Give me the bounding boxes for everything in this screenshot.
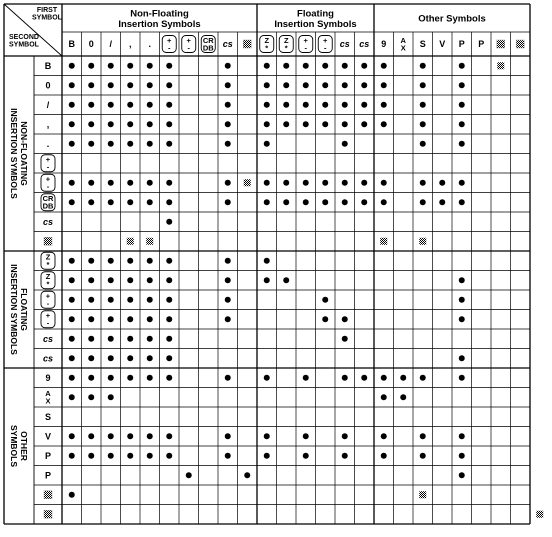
- dot-mark: [225, 433, 231, 439]
- dot-mark: [459, 141, 465, 147]
- row-header-symbol-line: cs: [42, 333, 54, 344]
- dot-mark: [127, 258, 133, 264]
- dot-mark: [342, 336, 348, 342]
- dot-mark: [127, 121, 133, 127]
- dot-mark: [459, 433, 465, 439]
- dot-mark: [147, 277, 153, 283]
- row-header-symbol-line: ,: [46, 119, 50, 130]
- dot-mark: [127, 277, 133, 283]
- dot-mark: [108, 453, 114, 459]
- row-header-symbol-line: 0: [45, 80, 51, 91]
- column-header-symbol-line: +: [323, 35, 328, 45]
- dot-mark: [88, 102, 94, 108]
- dot-mark: [108, 63, 114, 69]
- dot-mark: [127, 180, 133, 186]
- dot-mark: [127, 82, 133, 88]
- dot-mark: [381, 394, 387, 400]
- dot-mark: [127, 297, 133, 303]
- dot-mark: [342, 180, 348, 186]
- dot-mark: [166, 258, 172, 264]
- dot-mark: [225, 121, 231, 127]
- dot-mark: [166, 199, 172, 205]
- dot-mark: [420, 102, 426, 108]
- dot-mark: [322, 180, 328, 186]
- dot-mark: [166, 297, 172, 303]
- row-group-label: SYMBOLS: [9, 424, 19, 468]
- dot-mark: [303, 199, 309, 205]
- dot-mark: [166, 121, 172, 127]
- column-header-shaded-symbol: [243, 40, 251, 48]
- dot-mark: [147, 336, 153, 342]
- dot-mark: [225, 82, 231, 88]
- dot-mark: [420, 180, 426, 186]
- row-header-shaded-symbol: [44, 491, 52, 499]
- dot-mark: [342, 102, 348, 108]
- column-header-symbol-line: cs: [222, 39, 233, 49]
- dot-mark: [459, 102, 465, 108]
- dot-mark: [361, 63, 367, 69]
- dot-mark: [127, 316, 133, 322]
- dot-mark: [166, 375, 172, 381]
- dot-mark: [342, 121, 348, 127]
- dot-mark: [342, 82, 348, 88]
- dot-mark: [322, 121, 328, 127]
- dot-mark: [147, 355, 153, 361]
- dot-mark: [108, 277, 114, 283]
- row-header-symbol-line: .: [46, 138, 50, 149]
- dot-mark: [108, 82, 114, 88]
- row-header-symbol-line: +: [45, 311, 51, 320]
- row-header-symbol-line: +: [45, 291, 51, 301]
- dot-mark: [69, 180, 75, 186]
- dot-mark: [303, 453, 309, 459]
- column-header-symbol-line: V: [439, 39, 446, 49]
- dot-mark: [225, 199, 231, 205]
- dot-mark: [147, 316, 153, 322]
- column-header-symbol-line: Z: [283, 35, 289, 45]
- column-header-symbol-line: P: [458, 39, 465, 49]
- dot-mark: [166, 316, 172, 322]
- dot-mark: [439, 199, 445, 205]
- dot-mark: [127, 433, 133, 439]
- dot-mark: [166, 63, 172, 69]
- second-symbol-label-line: SECOND: [9, 33, 39, 41]
- dot-mark: [225, 316, 231, 322]
- column-header-symbol-line: ,: [128, 39, 132, 49]
- row-header-symbol-line: P: [44, 470, 52, 481]
- dot-mark: [147, 121, 153, 127]
- row-group-label: OTHER: [19, 431, 29, 461]
- dot-mark: [342, 199, 348, 205]
- dot-mark: [69, 355, 75, 361]
- dot-mark: [303, 180, 309, 186]
- dot-mark: [108, 199, 114, 205]
- shaded-mark: [244, 179, 251, 186]
- dot-mark: [420, 199, 426, 205]
- dot-mark: [166, 336, 172, 342]
- dot-mark: [88, 82, 94, 88]
- dot-mark: [225, 180, 231, 186]
- dot-mark: [166, 453, 172, 459]
- dot-mark: [361, 102, 367, 108]
- column-header-symbol-line: DB: [202, 43, 214, 53]
- dot-mark: [127, 453, 133, 459]
- dot-mark: [88, 433, 94, 439]
- column-header-symbol-line: -: [324, 43, 327, 53]
- dot-mark: [420, 141, 426, 147]
- dot-mark: [88, 277, 94, 283]
- dot-mark: [166, 82, 172, 88]
- dot-mark: [69, 82, 75, 88]
- dot-mark: [108, 297, 114, 303]
- row-header-symbol-line: S: [44, 411, 52, 422]
- dot-mark: [88, 180, 94, 186]
- dot-mark: [264, 180, 270, 186]
- row-header-symbol-line: Z: [45, 252, 51, 262]
- dot-mark: [264, 277, 270, 283]
- column-header-symbol-line: CR: [202, 35, 214, 45]
- dot-mark: [322, 102, 328, 108]
- column-header-shaded-symbol: [497, 40, 505, 48]
- dot-mark: [303, 82, 309, 88]
- dot-mark: [420, 375, 426, 381]
- dot-mark: [420, 433, 426, 439]
- dot-mark: [381, 63, 387, 69]
- dot-mark: [400, 375, 406, 381]
- row-header-shaded-symbol: [44, 510, 52, 518]
- row-header-symbol-line: -: [46, 182, 50, 191]
- dot-mark: [108, 394, 114, 400]
- dot-mark: [166, 141, 172, 147]
- dot-mark: [459, 82, 465, 88]
- column-group-label-line: Insertion Symbols: [274, 18, 357, 30]
- dot-mark: [459, 375, 465, 381]
- dot-mark: [69, 297, 75, 303]
- dot-mark: [322, 82, 328, 88]
- dot-mark: [147, 180, 153, 186]
- dot-mark: [147, 433, 153, 439]
- dot-mark: [381, 82, 387, 88]
- column-header-symbol-line: +: [167, 35, 172, 45]
- dot-mark: [303, 375, 309, 381]
- column-group-label-line: Floating: [297, 8, 334, 20]
- dot-mark: [264, 199, 270, 205]
- dot-mark: [69, 316, 75, 322]
- shaded-mark: [536, 511, 543, 518]
- dot-mark: [88, 394, 94, 400]
- dot-mark: [381, 433, 387, 439]
- dot-mark: [322, 63, 328, 69]
- dot-mark: [342, 63, 348, 69]
- dot-mark: [147, 258, 153, 264]
- first-symbol-label-line: SYMBOL: [32, 14, 62, 22]
- row-group-label: NON-FLOATING: [19, 121, 29, 186]
- dot-mark: [342, 433, 348, 439]
- first-symbol-label-line: FIRST: [36, 6, 58, 14]
- dot-mark: [225, 453, 231, 459]
- dot-mark: [420, 82, 426, 88]
- dot-mark: [88, 199, 94, 205]
- column-header-symbol-line: S: [419, 39, 426, 49]
- dot-mark: [147, 63, 153, 69]
- dot-mark: [166, 277, 172, 283]
- dot-mark: [127, 63, 133, 69]
- dot-mark: [459, 277, 465, 283]
- dot-mark: [69, 336, 75, 342]
- dot-mark: [88, 453, 94, 459]
- dot-mark: [108, 375, 114, 381]
- dot-mark: [69, 199, 75, 205]
- dot-mark: [303, 102, 309, 108]
- row-header-symbol-line: +: [45, 174, 51, 184]
- dot-mark: [459, 355, 465, 361]
- dot-mark: [225, 102, 231, 108]
- dot-mark: [127, 375, 133, 381]
- column-header-symbol-line: *: [284, 43, 288, 53]
- dot-mark: [108, 316, 114, 322]
- column-header-symbol-line: *: [265, 43, 269, 53]
- row-group-label: INSERTION SYMBOLS: [9, 264, 19, 355]
- column-header-symbol-line: B: [68, 39, 75, 49]
- dot-mark: [127, 355, 133, 361]
- dot-mark: [108, 433, 114, 439]
- dot-mark: [147, 82, 153, 88]
- dot-mark: [88, 121, 94, 127]
- dot-mark: [69, 63, 75, 69]
- second-symbol-label-line: SYMBOL: [9, 41, 39, 49]
- row-header-symbol-line: -: [46, 299, 50, 308]
- dot-mark: [127, 102, 133, 108]
- row-header-symbol-line: DB: [42, 201, 54, 211]
- dot-mark: [88, 336, 94, 342]
- column-group-label-line: Other Symbols: [418, 13, 486, 25]
- dot-mark: [225, 141, 231, 147]
- dot-mark: [108, 355, 114, 361]
- dot-mark: [303, 63, 309, 69]
- dot-mark: [127, 336, 133, 342]
- dot-mark: [147, 453, 153, 459]
- dot-mark: [166, 219, 172, 225]
- dot-mark: [459, 297, 465, 303]
- dot-mark: [108, 336, 114, 342]
- column-header-symbol-line: A: [400, 35, 406, 45]
- dot-mark: [147, 141, 153, 147]
- dot-mark: [88, 63, 94, 69]
- dot-mark: [127, 199, 133, 205]
- dot-mark: [381, 180, 387, 186]
- column-header-symbol-line: .: [148, 39, 152, 49]
- dot-mark: [303, 433, 309, 439]
- dot-mark: [459, 316, 465, 322]
- dot-mark: [108, 121, 114, 127]
- dot-mark: [381, 453, 387, 459]
- column-header-shaded-symbol: [516, 40, 524, 48]
- dot-mark: [283, 277, 289, 283]
- dot-mark: [69, 375, 75, 381]
- dot-mark: [361, 121, 367, 127]
- dot-mark: [322, 297, 328, 303]
- dot-mark: [88, 141, 94, 147]
- dot-mark: [225, 63, 231, 69]
- dot-mark: [459, 63, 465, 69]
- column-header-symbol-line: -: [304, 43, 307, 53]
- row-header-symbol-line: 9: [45, 372, 51, 383]
- row-header-symbol-line: B: [44, 60, 52, 71]
- dot-mark: [342, 141, 348, 147]
- row-header-symbol-line: A: [45, 389, 51, 398]
- dot-mark: [69, 102, 75, 108]
- dot-mark: [283, 102, 289, 108]
- dot-mark: [459, 121, 465, 127]
- dot-mark: [69, 433, 75, 439]
- dot-mark: [283, 82, 289, 88]
- dot-mark: [147, 297, 153, 303]
- dot-mark: [283, 180, 289, 186]
- dot-mark: [459, 453, 465, 459]
- dot-mark: [342, 453, 348, 459]
- dot-mark: [420, 453, 426, 459]
- dot-mark: [225, 258, 231, 264]
- dot-mark: [322, 316, 328, 322]
- dot-mark: [381, 121, 387, 127]
- dot-mark: [264, 258, 270, 264]
- dot-mark: [322, 199, 328, 205]
- dot-mark: [127, 141, 133, 147]
- shaded-mark: [497, 62, 504, 69]
- row-header-shaded-symbol: [44, 237, 52, 245]
- row-header-symbol-line: *: [46, 279, 50, 289]
- dot-mark: [166, 433, 172, 439]
- dot-mark: [264, 82, 270, 88]
- dot-mark: [69, 121, 75, 127]
- dot-mark: [361, 82, 367, 88]
- dot-mark: [420, 63, 426, 69]
- dot-mark: [69, 492, 75, 498]
- column-header-symbol-line: -: [187, 43, 190, 53]
- dot-mark: [69, 141, 75, 147]
- dot-mark: [342, 375, 348, 381]
- column-header-symbol-line: 0: [88, 39, 94, 49]
- column-header-symbol-line: +: [303, 35, 308, 45]
- row-group-label: FLOATING: [19, 288, 29, 331]
- dot-mark: [264, 453, 270, 459]
- dot-mark: [283, 121, 289, 127]
- dot-mark: [381, 375, 387, 381]
- dot-mark: [361, 199, 367, 205]
- dot-mark: [108, 258, 114, 264]
- row-header-symbol-line: V: [44, 431, 52, 442]
- shaded-mark: [380, 238, 387, 245]
- column-header-symbol-line: +: [186, 35, 191, 45]
- row-header-symbol-line: Z: [45, 272, 51, 281]
- dot-mark: [381, 199, 387, 205]
- row-header-symbol-line: CR: [42, 194, 54, 203]
- row-header-symbol-line: *: [46, 260, 50, 269]
- shaded-mark: [127, 238, 134, 245]
- shaded-mark: [419, 491, 426, 498]
- row-header-symbol-line: /: [46, 99, 50, 110]
- dot-mark: [459, 472, 465, 478]
- dot-mark: [166, 355, 172, 361]
- dot-mark: [381, 102, 387, 108]
- dot-mark: [88, 355, 94, 361]
- dot-mark: [459, 199, 465, 205]
- row-header-symbol-line: +: [45, 155, 51, 164]
- column-header-symbol-line: cs: [359, 39, 370, 49]
- dot-mark: [303, 121, 309, 127]
- column-header-symbol-line: cs: [339, 39, 350, 49]
- dot-mark: [147, 102, 153, 108]
- column-header-symbol-line: 9: [381, 39, 387, 49]
- row-header-symbol-line: P: [44, 450, 52, 461]
- dot-mark: [88, 258, 94, 264]
- dot-mark: [88, 297, 94, 303]
- column-group-label-line: Insertion Symbols: [118, 18, 201, 30]
- dot-mark: [264, 375, 270, 381]
- dot-mark: [342, 316, 348, 322]
- row-header-symbol-line: cs: [42, 216, 54, 227]
- dot-mark: [459, 180, 465, 186]
- dot-mark: [69, 277, 75, 283]
- dot-mark: [186, 472, 192, 478]
- dot-mark: [225, 375, 231, 381]
- dot-mark: [108, 141, 114, 147]
- column-header-symbol-line: P: [478, 39, 485, 49]
- row-header-symbol-line: -: [46, 162, 50, 172]
- dot-mark: [108, 102, 114, 108]
- dot-mark: [88, 375, 94, 381]
- shaded-mark: [146, 238, 153, 245]
- dot-mark: [88, 316, 94, 322]
- dot-mark: [439, 180, 445, 186]
- dot-mark: [69, 394, 75, 400]
- shaded-mark: [419, 238, 426, 245]
- dot-mark: [147, 375, 153, 381]
- dot-mark: [166, 102, 172, 108]
- column-header-symbol-line: /: [109, 39, 113, 49]
- dot-mark: [166, 180, 172, 186]
- dot-mark: [264, 141, 270, 147]
- row-header-symbol-line: X: [45, 396, 51, 406]
- dot-mark: [283, 63, 289, 69]
- dot-mark: [361, 180, 367, 186]
- dot-mark: [244, 472, 250, 478]
- dot-mark: [264, 63, 270, 69]
- row-header-symbol-line: -: [46, 318, 50, 328]
- dot-mark: [420, 121, 426, 127]
- row-group-label: INSERTION SYMBOLS: [9, 108, 19, 199]
- dot-mark: [108, 180, 114, 186]
- column-header-symbol-line: -: [168, 43, 171, 53]
- dot-mark: [225, 277, 231, 283]
- dot-mark: [400, 394, 406, 400]
- column-header-symbol-line: Z: [264, 35, 270, 45]
- dot-mark: [361, 375, 367, 381]
- dot-mark: [147, 199, 153, 205]
- row-header-symbol-line: cs: [42, 353, 54, 364]
- dot-mark: [283, 199, 289, 205]
- dot-mark: [264, 102, 270, 108]
- column-group-label-line: Non-Floating: [130, 8, 189, 20]
- dot-mark: [264, 121, 270, 127]
- column-header-symbol-line: X: [400, 43, 406, 53]
- dot-mark: [264, 433, 270, 439]
- dot-mark: [69, 453, 75, 459]
- dot-mark: [69, 258, 75, 264]
- dot-mark: [225, 297, 231, 303]
